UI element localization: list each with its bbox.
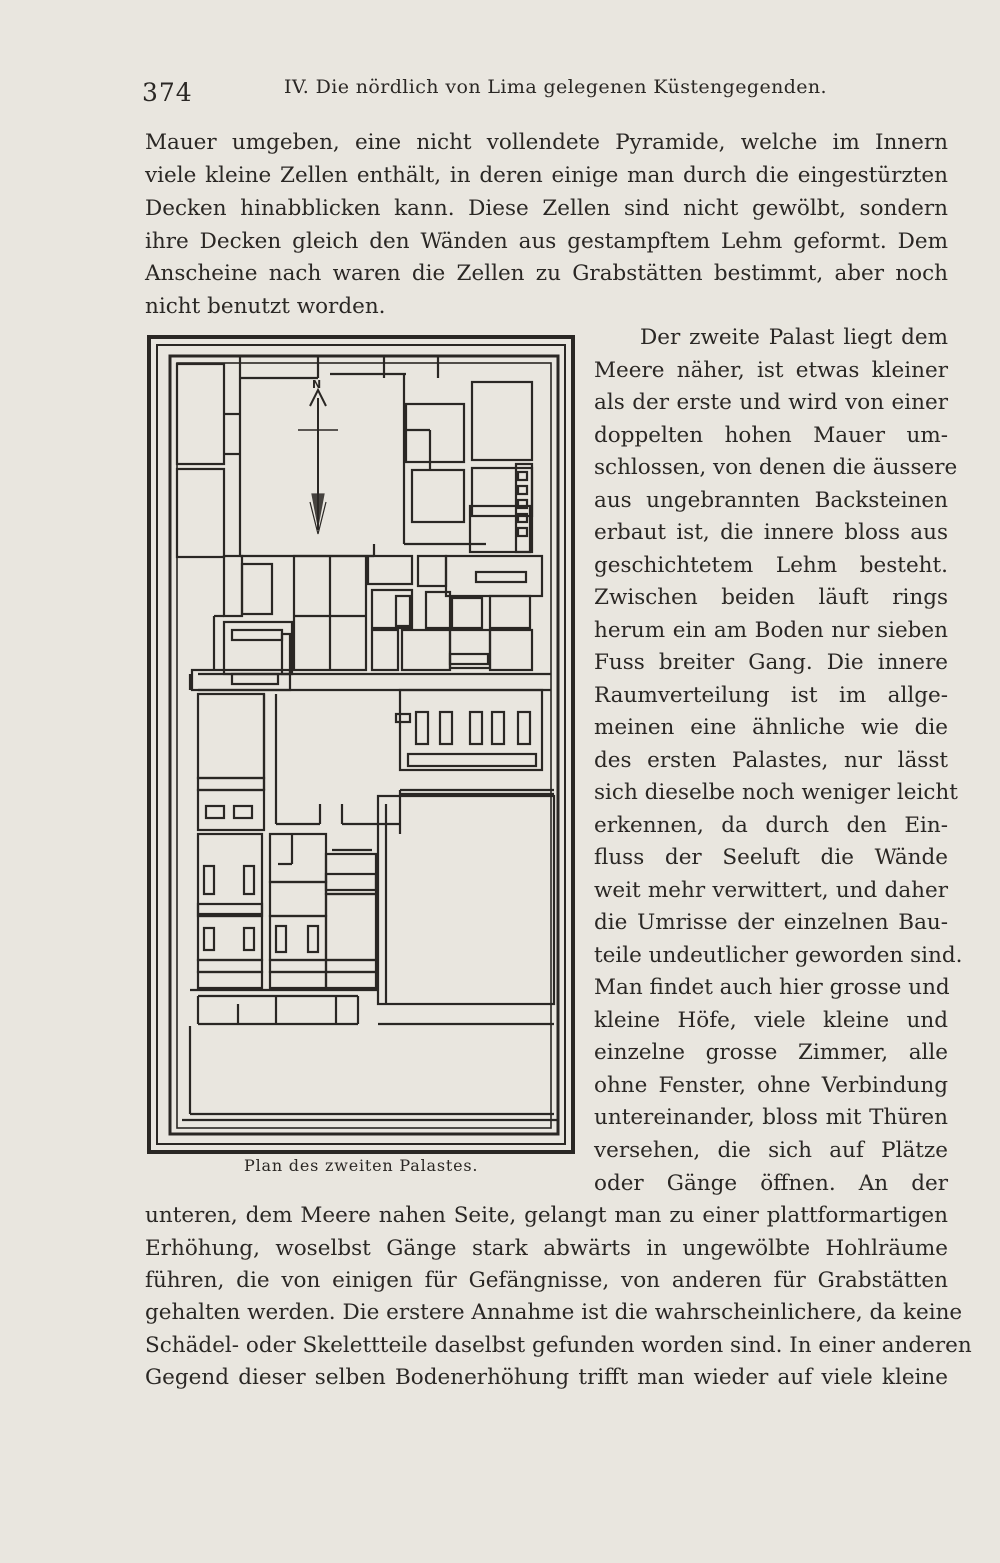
side-line: Man findet auch hier grosse und — [594, 975, 950, 1000]
side-line: geschichtetem Lehm besteht. — [594, 553, 948, 578]
body-line: viele kleine Zellen enthält, in deren einige man durch die eingestürzten — [145, 163, 948, 188]
running-head: IV. Die nördlich von Lima gelegenen Küstengegenden. — [284, 76, 828, 98]
side-line: sich dieselbe noch weniger leicht — [594, 780, 958, 805]
side-line: schlossen, von denen die äussere — [594, 455, 958, 480]
side-line: untereinander, bloss mit Thüren — [594, 1105, 948, 1130]
side-line: erbaut ist, die innere bloss aus — [594, 520, 948, 545]
body-line: Anscheine nach waren die Zellen zu Grabstätten bestimmt, aber noch — [145, 261, 948, 286]
side-line: weit mehr verwittert, und daher — [594, 878, 948, 903]
side-line: die Umrisse der einzelnen Bau- — [594, 910, 948, 935]
side-line: Fuss breiter Gang. Die innere — [594, 650, 948, 675]
side-line: erkennen, da durch den Ein- — [594, 813, 948, 838]
body-line: gehalten werden. Die erstere Annahme ist die wahrscheinlichere, da keine — [145, 1300, 963, 1325]
body-line: Mauer umgeben, eine nicht vollendete Pyramide, welche im Innern — [145, 130, 948, 155]
side-line: Zwischen beiden läuft rings — [594, 585, 948, 610]
body-line: Decken hinabblicken kann. Diese Zellen sind nicht gewölbt, sondern — [145, 196, 948, 221]
body-line: führen, die von einigen für Gefängnisse, von anderen für Grabstätten — [145, 1268, 948, 1293]
body-line: Gegend dieser selben Bodenerhöhung trifft man wieder auf viele kleine — [145, 1365, 948, 1390]
floor-plan-drawing — [146, 334, 576, 1156]
north-arrow-icon — [298, 390, 338, 534]
side-line: als der erste und wird von einer — [594, 390, 948, 415]
side-line: einzelne grosse Zimmer, alle — [594, 1040, 948, 1065]
side-line: oder Gänge öffnen. An der — [594, 1171, 948, 1196]
side-line: Der zweite Palast liegt dem — [640, 325, 948, 350]
body-line: nicht benutzt worden. — [145, 294, 386, 319]
north-label: N — [312, 378, 322, 391]
side-line: Raumverteilung ist im allge- — [594, 683, 948, 708]
body-line: Schädel- oder Skelettteile daselbst gefunden worden sind. In einer anderen — [145, 1333, 972, 1358]
figure-caption: Plan des zweiten Palastes. — [244, 1156, 479, 1175]
body-line: ihre Decken gleich den Wänden aus gestampftem Lehm geformt. Dem — [145, 229, 948, 254]
page-number: 374 — [142, 78, 193, 107]
side-line: kleine Höfe, viele kleine und — [594, 1008, 948, 1033]
inner-wall-inner-line — [177, 363, 551, 1128]
body-line: Erhöhung, woselbst Gänge stark abwärts in ungewölbte Hohlräume — [145, 1236, 948, 1261]
side-line: herum ein am Boden nur sieben — [594, 618, 948, 643]
side-line: Meere näher, ist etwas kleiner — [594, 358, 948, 383]
side-line: fluss der Seeluft die Wände — [594, 845, 948, 870]
side-line: versehen, die sich auf Plätze — [594, 1138, 948, 1163]
interior-walls — [177, 356, 558, 1120]
side-line: ohne Fenster, ohne Verbindung — [594, 1073, 948, 1098]
side-line: doppelten hohen Mauer um- — [594, 423, 948, 448]
side-line: des ersten Palastes, nur lässt — [594, 748, 948, 773]
body-line: unteren, dem Meere nahen Seite, gelangt man zu einer plattformartigen — [145, 1203, 948, 1228]
side-line: teile undeutlicher geworden sind. — [594, 943, 963, 968]
side-line: meinen eine ähnliche wie die — [594, 715, 948, 740]
side-line: aus ungebrannten Backsteinen — [594, 488, 948, 513]
palace-floor-plan — [146, 334, 576, 1156]
